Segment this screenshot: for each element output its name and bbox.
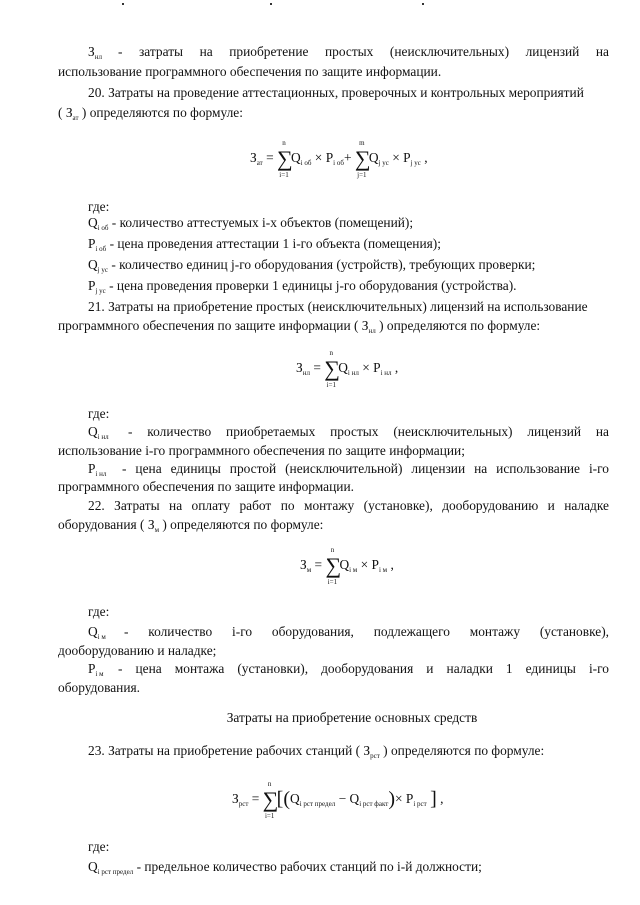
definition-text: программного обеспечения по защите информации. <box>58 479 354 494</box>
scan-mark <box>270 3 272 5</box>
definition-item: $Q_{j ус}$ - количество единиц j-го оборудования (устройств), требующих проверки; <box>88 257 536 274</box>
scan-mark <box>422 3 424 5</box>
definition-text: - количество приобретаемых простых (неисключительных) лицензий на <box>128 424 609 439</box>
sum-symbol: m ∑ j=1 <box>354 139 371 179</box>
definition-text: дооборудованию и наладке; <box>58 643 217 658</box>
definition-text: - затраты на приобретение простых (неисключительных) лицензий на <box>118 44 609 59</box>
paragraph-20-cont: ( $З_{ат}$ ) определяются по формуле: <box>58 105 243 122</box>
definition-item: $P_{j ус}$ - цена проведения проверки 1 единицы j-го оборудования (устройства). <box>88 278 517 295</box>
definition-text: - цена монтажа (установки), дооборудования и наладки 1 единицы i-го <box>118 661 609 676</box>
formula-20: $З_{ат}$ = n ∑ i=1 $Q_{i об} \times P_{i об}+$ m ∑ j=1 $Q_{j ус} \times P_{j ус}$ , <box>250 139 428 179</box>
sum-symbol: n ∑ i=1 <box>325 546 342 586</box>
definition-text: - цена единицы простой (неисключительной) лицензии на использование i-го <box>122 461 609 476</box>
definition-text: - количество i-го оборудования, подлежащего монтажу (установке), <box>124 624 609 639</box>
paragraph-20: 20. Затраты на проведение аттестационных, проверочных и контрольных мероприятий <box>88 85 584 100</box>
definition-item: $Q_{i об}$ - количество аттестуемых i-х объектов (помещений); <box>88 215 414 232</box>
formula-22: $З_м$ = n ∑ i=1 $Q_{i м} \times P_{i м}$ , <box>300 546 394 586</box>
where-label: где: <box>88 199 110 214</box>
definition-term: $Q_{i м}$ <box>88 624 106 641</box>
scan-mark <box>122 3 124 5</box>
definition-term: $Q_{i нл}$ <box>88 424 109 441</box>
paragraph-22-cont: оборудования ( $З_м$ ) определяются по формуле: <box>58 517 324 534</box>
paragraph-23: 23. Затраты на приобретение рабочих станций ( $З_{рст}$ ) определяются по формуле: <box>88 743 545 760</box>
sum-symbol: n ∑ i=1 <box>277 139 293 179</box>
definition-item: $P_{i об}$ - цена проведения аттестации 1 i-го объекта (помещения); <box>88 236 441 253</box>
where-label: где: <box>88 604 110 619</box>
paragraph-21: 21. Затраты на приобретение простых (неисключительных) лицензий на использование <box>88 299 588 314</box>
where-label: где: <box>88 839 110 854</box>
definition-text: оборудования. <box>58 680 141 695</box>
definition-text: использование i-го программного обеспечения по защите информации; <box>58 443 465 458</box>
formula-23: $З_{рст}$ = n ∑ i=1 [$(Q_{i рст предел} - Q_{i рст факт})\times P_{i рст}$ ] , <box>232 780 444 820</box>
definition-term: $З_{нл}$ <box>88 44 102 61</box>
formula-21: $З_{нл}$ = n ∑ i=1 $Q_{i нл} \times P_{i нл}$ , <box>296 349 399 389</box>
definition-text: использование программного обеспечения по защите информации. <box>58 64 442 79</box>
paragraph-22: 22. Затраты на оплату работ по монтажу (установке), дооборудованию и наладке <box>88 498 609 513</box>
sum-symbol: n ∑ i=1 <box>262 780 279 820</box>
sum-symbol: n ∑ i=1 <box>324 349 340 389</box>
definition-term: $P_{i нл}$ <box>88 461 107 478</box>
paragraph-21-cont: программного обеспечения по защите информации ( $З_{нл}$ ) определяются по формуле: <box>58 318 541 335</box>
definition-item: $Q_{i рст предел}$ - предельное количество рабочих станций по i-й должности; <box>88 859 482 876</box>
section-heading: Затраты на приобретение основных средств <box>226 710 478 725</box>
where-label: где: <box>88 406 110 421</box>
definition-term: $P_{i м}$ <box>88 661 104 678</box>
